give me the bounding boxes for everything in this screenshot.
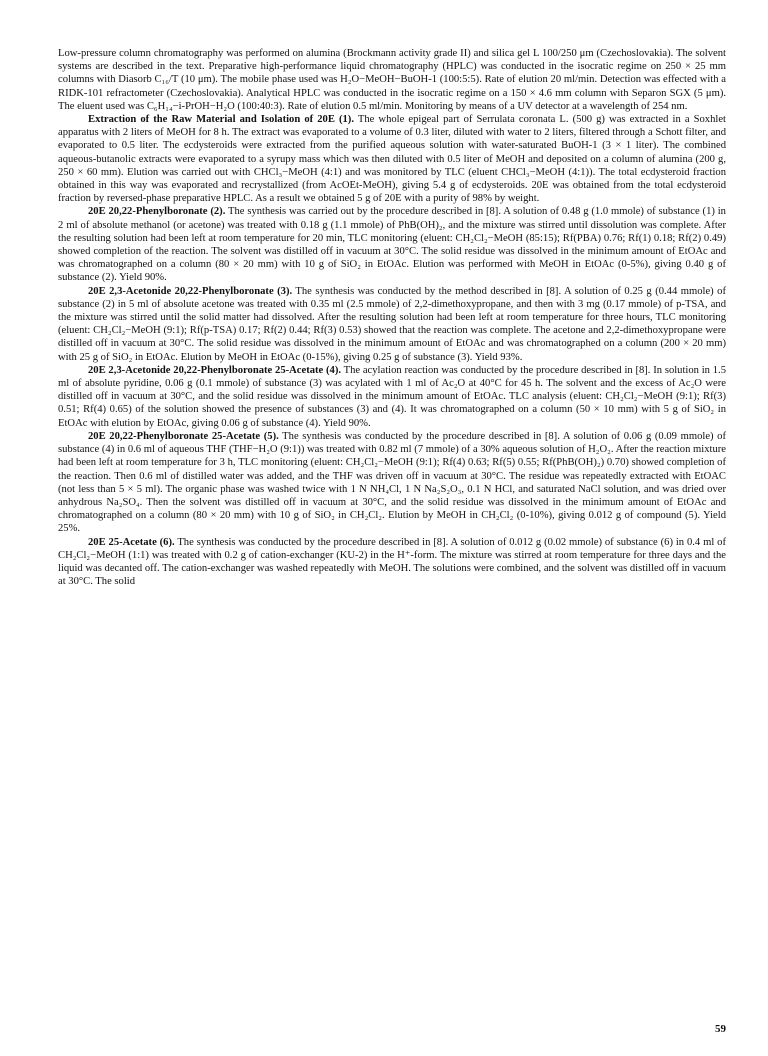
page-number: 59 <box>715 1023 726 1035</box>
paragraph-extraction <box>58 113 726 205</box>
paragraph-text: The acylation reaction was conducted by the procedure described in [8]. In solution in 1.5 ml of absolute pyridine, 0.06 g (0.1 mmole) of substance (3) was acylated with 1 ml of Ac₂O at 40°C for 45 h. The solvent and the excess of Ac₂O were distilled off in vacuum at 30°C, and the solid residue was dissolved in the minimum amount of EtOAc. TLC analysis (eluent: CH₂Cl₂−MeOH (9:1); Rf(3) 0.51; Rf(4) 0.65) of the solution showed the presence of substances (3) and (4). It was chromatographed on a column (50 × 10 mm) with 5 g of SiO₂ in EtOAc with elution by EtOAc, giving 0.06 g of substance (4). Yield 90%. <box>58 364 726 429</box>
paragraph-text: The synthesis was carried out by the procedure described in [8]. A solution of 0.48 g (1.0 mmole) of substance (1) in 2 ml of absolute methanol (or acetone) was treated with 0.18 g (1.1 mmole) of PhB(OH)₂, and the mixture was stirred until dissolution was complete. After the resulting solution had been left at room temperature for 20 min, TLC monitoring (eluent: CH₂Cl₂−MeOH (85:15); Rf(PBA) 0.76; Rf(1) 0.18; Rf(2) 0.49) showed completion of the reaction. The solvent was distilled off in vacuum at 30°C. The solid residue was dissolved in the minimum amount of EtOAc and was chromatographed on a column (80 × 20 mm) with 10 g of SiO₂ in EtOAc. Elution was performed with MeOH in EtOAc (0-5%), giving 0.40 g of substance (2). Yield 90%. <box>58 206 726 284</box>
paragraph-text: The whole epigeal part of Serrulata coronata L. (500 g) was extracted in a Soxhlet apparatus with 2 liters of MeOH for 8 h. The extract was evaporated to a volume of 0.3 liter, diluted with water to 2 liters, filtered through a Schott filter, and evaporated to 0.5 liter. The ecdysteroids were extracted from the purified aqueous solution with water-saturated BuOH-1 (3 × 1 liter). The combined aqueous-butanolic extracts were evaporated to a syrupy mass which was then diluted with 0.5 liter of MeOH and deposited on a column of alumina (200 g, 250 × 60 mm). Elution was carried out with CHCl₃−MeOH (4:1) and was monitored by TLC (eluent CHCl₃−MeOH (4:1)). The total ecdysteroid fraction obtained in this way was evaporated and recrystallized (from AcOEt-MeOH), giving 5.4 g of ecdysteroids. 20E was obtained from the total ecdysteroid fraction by reversed-phase preparative HPLC. As a result we obtained 5 g of 20E with a purity of 98% by weight. <box>58 114 726 205</box>
paragraph-text: The synthesis was conducted by the method described in [8]. A solution of 0.25 g (0.44 mmole) of substance (2) in 5 ml of absolute acetone was treated with 0.35 ml (2.5 mmole) of 2,2-dimethoxypropane, and then with 3 mg (0.17 mmole) of p-TSA, and the mixture was stirred until the solid matter had dissolved. After the resulting solution had been left at room temperature for three hours, TLC monitoring (eluent: CH₂Cl₂−MeOH (9:1); Rf(p-TSA) 0.17; Rf(2) 0.44; Rf(3) 0.53) showed that the reaction was complete. The acetone and 2,2-dimethoxypropane were distilled off in vacuum at 30°C. The solid residue was dissolved in the minimum amount of EtOAc and was chromatographed on a column (200 × 20 mm) with 25 g of SiO₂ in EtOAc. Elution by MeOH in EtOAc (0-15%), giving 0.25 g of substance (3). Yield 93%. <box>58 285 726 363</box>
paragraph-heading: 20E 25-Acetate (6). <box>88 536 175 548</box>
paragraph-heading: 20E 2,3-Acetonide 20,22-Phenylboronate (3). <box>88 285 293 297</box>
paragraph-heading: 20E 20,22-Phenylboronate 25-Acetate (5). <box>88 430 279 442</box>
paragraph-compound-4 <box>58 364 726 430</box>
paragraph-methods <box>58 47 726 113</box>
paragraph-text: The synthesis was conducted by the procedure described in [8]. A solution of 0.06 g (0.09 mmole) of substance (4) in 0.6 ml of aqueous THF (THF−H₂O (9:1)) was treated with 0.82 ml (7 mmole) of a 30% aqueous solution of H₂O₂. After the reaction mixture had been left at room temperature for 3 h, TLC monitoring (eluent: CH₂Cl₂−MeOH (9:1); Rf(4) 0.63; Rf(5) 0.55; Rf(PhB(OH)₂) 0.70) showed completion of the reaction. Then 0.6 ml of distilled water was added, and the THF was driven off in vacuum at 30°C. The residue was repeatedly extracted with EtOAC (not less than 5 × 5 ml). The organic phase was washed twice with 1 N NH₄Cl, 1 N Na₂S₂O₃, 0.1 N HCl, and saturated NaCl solution, and was dried over anhydrous Na₂SO₄. Then the solvent was distilled off in vacuum at 30°C, and the solid residue was dissolved in the minimum amount of EtOAc and chromatographed on a column (80 × 20 mm) with 10 g of SiO₂ in CH₂Cl₂. Elution by MeOH in CH₂Cl₂ (0-10%), giving 0.012 g of compound (5). Yield 25%. <box>58 430 726 535</box>
paragraph-text: Low-pressure column chromatography was performed on alumina (Brockmann activity grade II) and silica gel L 100/250 μm (Czechoslovakia). The solvent systems are described in the text. Preparative high-performance liquid chromatography (HPLC) was conducted in the isocratic regime on 250 × 25 mm columns with Diasorb C₁₆/T (10 μm). The mobile phase used was H₂O−MeOH−BuOH-1 (100:5:5). Rate of elution 20 ml/min. Detection was effected with a RIDK-101 refractometer (Czechoslovakia). Analytical HPLC was conducted in the isocratic regime on a 150 × 4.6 mm column with Separon SGX (5 μm). The eluent used was C₆H₁₄−i-PrOH−H₂O (100:40:3). Rate of elution 0.5 ml/min. Monitoring by means of a UV detector at a wavelength of 254 nm. <box>58 48 726 112</box>
paragraph-heading: Extraction of the Raw Material and Isolation of 20E (1). <box>88 114 354 126</box>
paragraph-text: The synthesis was conducted by the procedure described in [8]. A solution of 0.012 g (0.02 mmole) of substance (6) in 0.4 ml of CH₂Cl₂−MeOH (1:1) was treated with 0.2 g of cation-exchanger (KU-2) in the H⁺-form. The mixture was stirred at room temperature for three days and the liquid was decanted off. The cation-exchanger was washed repeatedly with MeOH. The solutions were combined, and the solvent was distilled off in vacuum at 30°C. The solid <box>58 536 726 588</box>
paragraph-compound-3 <box>58 285 726 364</box>
paragraph-compound-5 <box>58 430 726 536</box>
paragraph-heading: 20E 20,22-Phenylboronate (2). <box>88 206 226 218</box>
paragraph-heading: 20E 2,3-Acetonide 20,22-Phenylboronate 25-Acetate (4). <box>88 364 342 376</box>
paragraph-compound-2 <box>58 205 726 284</box>
article-body <box>58 47 726 588</box>
paragraph-compound-6 <box>58 536 726 589</box>
